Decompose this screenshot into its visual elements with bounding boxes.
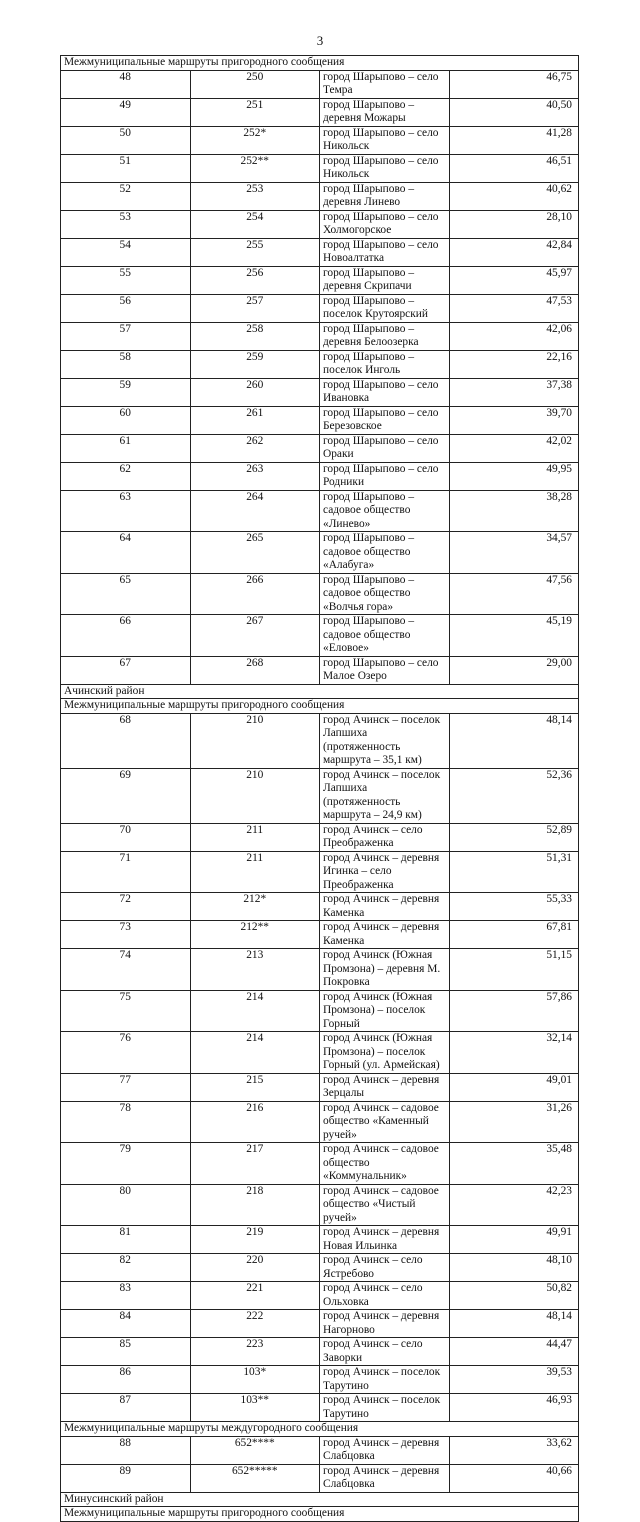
route-name-cell: город Шарыпово – село Темра <box>320 70 450 98</box>
table-row <box>61 378 579 406</box>
table-row <box>61 1101 579 1143</box>
route-length-cell: 55,33 <box>449 893 579 921</box>
route-name-cell: город Шарыпово – село Березовское <box>320 406 450 434</box>
route-length-cell: 29,00 <box>449 656 579 684</box>
section-header: Межмуниципальные маршруты пригородного сообщения <box>61 1507 579 1522</box>
section-header-row <box>61 1507 579 1522</box>
route-name-cell: город Шарыпово – поселок Инголь <box>320 350 450 378</box>
section-header-row <box>61 684 579 699</box>
route-length-cell: 39,70 <box>449 406 579 434</box>
table-row <box>61 350 579 378</box>
row-number-cell: 73 <box>61 921 191 949</box>
row-number-cell: 85 <box>61 1338 191 1366</box>
route-length-cell: 42,02 <box>449 434 579 462</box>
route-number-cell: 214 <box>190 1032 320 1074</box>
route-name-cell: город Ачинск – село Заворки <box>320 1338 450 1366</box>
route-length-cell: 31,26 <box>449 1101 579 1143</box>
table-row <box>61 1310 579 1338</box>
table-row <box>61 1143 579 1185</box>
route-length-cell: 47,53 <box>449 294 579 322</box>
table-row <box>61 70 579 98</box>
route-number-cell: 223 <box>190 1338 320 1366</box>
route-number-cell: 214 <box>190 990 320 1032</box>
route-length-cell: 35,48 <box>449 1143 579 1185</box>
table-row <box>61 1366 579 1394</box>
row-number-cell: 65 <box>61 573 191 615</box>
route-length-cell: 47,56 <box>449 573 579 615</box>
section-header-row <box>61 1422 579 1437</box>
table-row <box>61 154 579 182</box>
table-row <box>61 949 579 991</box>
route-number-cell: 222 <box>190 1310 320 1338</box>
table-row <box>61 656 579 684</box>
route-number-cell: 210 <box>190 713 320 768</box>
row-number-cell: 75 <box>61 990 191 1032</box>
table-row <box>61 294 579 322</box>
table-row <box>61 1282 579 1310</box>
section-header: Ачинский район <box>61 684 579 699</box>
route-name-cell: город Ачинск – село Ястребово <box>320 1254 450 1282</box>
route-number-cell: 221 <box>190 1282 320 1310</box>
section-header-row <box>61 1492 579 1507</box>
route-name-cell: город Ачинск – деревня Слабцовка <box>320 1464 450 1492</box>
route-name-cell: город Ачинск – садовое общество «Коммунальник» <box>320 1143 450 1185</box>
row-number-cell: 83 <box>61 1282 191 1310</box>
route-number-cell: 103** <box>190 1394 320 1422</box>
route-number-cell: 256 <box>190 266 320 294</box>
route-name-cell: город Шарыпово – село Родники <box>320 462 450 490</box>
route-length-cell: 57,86 <box>449 990 579 1032</box>
route-length-cell: 40,62 <box>449 182 579 210</box>
row-number-cell: 79 <box>61 1143 191 1185</box>
row-number-cell: 82 <box>61 1254 191 1282</box>
row-number-cell: 52 <box>61 182 191 210</box>
row-number-cell: 80 <box>61 1184 191 1226</box>
section-header: Межмуниципальные маршруты пригородного сообщения <box>61 56 579 71</box>
routes-table <box>60 55 579 1522</box>
table-row <box>61 1464 579 1492</box>
routes-table-container <box>60 55 579 1522</box>
route-number-cell: 217 <box>190 1143 320 1185</box>
route-length-cell: 40,50 <box>449 98 579 126</box>
table-row <box>61 823 579 851</box>
row-number-cell: 63 <box>61 490 191 532</box>
route-length-cell: 46,75 <box>449 70 579 98</box>
row-number-cell: 50 <box>61 126 191 154</box>
route-name-cell: город Ачинск – поселок Лапшиха (протяженность маршрута – 24,9 км) <box>320 768 450 823</box>
table-row <box>61 990 579 1032</box>
row-number-cell: 86 <box>61 1366 191 1394</box>
route-length-cell: 51,31 <box>449 851 579 893</box>
row-number-cell: 56 <box>61 294 191 322</box>
route-name-cell: город Ачинск – село Преображенка <box>320 823 450 851</box>
route-length-cell: 28,10 <box>449 210 579 238</box>
route-length-cell: 32,14 <box>449 1032 579 1074</box>
route-length-cell: 49,01 <box>449 1073 579 1101</box>
route-name-cell: город Шарыпово – село Никольск <box>320 126 450 154</box>
route-number-cell: 103* <box>190 1366 320 1394</box>
row-number-cell: 58 <box>61 350 191 378</box>
row-number-cell: 55 <box>61 266 191 294</box>
route-number-cell: 262 <box>190 434 320 462</box>
route-length-cell: 42,84 <box>449 238 579 266</box>
route-length-cell: 51,15 <box>449 949 579 991</box>
route-number-cell: 212* <box>190 893 320 921</box>
route-length-cell: 50,82 <box>449 1282 579 1310</box>
table-row <box>61 851 579 893</box>
route-length-cell: 38,28 <box>449 490 579 532</box>
row-number-cell: 72 <box>61 893 191 921</box>
route-number-cell: 211 <box>190 851 320 893</box>
route-length-cell: 49,91 <box>449 1226 579 1254</box>
route-length-cell: 44,47 <box>449 1338 579 1366</box>
route-length-cell: 48,10 <box>449 1254 579 1282</box>
table-row <box>61 893 579 921</box>
row-number-cell: 69 <box>61 768 191 823</box>
table-row <box>61 182 579 210</box>
route-number-cell: 255 <box>190 238 320 266</box>
route-length-cell: 42,23 <box>449 1184 579 1226</box>
route-number-cell: 212** <box>190 921 320 949</box>
route-length-cell: 33,62 <box>449 1436 579 1464</box>
row-number-cell: 66 <box>61 615 191 657</box>
row-number-cell: 89 <box>61 1464 191 1492</box>
route-length-cell: 42,06 <box>449 322 579 350</box>
route-length-cell: 45,97 <box>449 266 579 294</box>
section-header: Минусинский район <box>61 1492 579 1507</box>
route-number-cell: 257 <box>190 294 320 322</box>
table-row <box>61 490 579 532</box>
route-number-cell: 261 <box>190 406 320 434</box>
section-header-row <box>61 56 579 71</box>
route-number-cell: 268 <box>190 656 320 684</box>
section-header: Межмуниципальные маршруты пригородного сообщения <box>61 699 579 714</box>
route-number-cell: 258 <box>190 322 320 350</box>
route-number-cell: 215 <box>190 1073 320 1101</box>
row-number-cell: 62 <box>61 462 191 490</box>
route-name-cell: город Ачинск – садовое общество «Чистый ручей» <box>320 1184 450 1226</box>
row-number-cell: 70 <box>61 823 191 851</box>
route-name-cell: город Шарыпово – деревня Можары <box>320 98 450 126</box>
route-number-cell: 250 <box>190 70 320 98</box>
route-name-cell: город Шарыпово – деревня Скрипачи <box>320 266 450 294</box>
table-row <box>61 126 579 154</box>
route-name-cell: город Шарыпово – село Ораки <box>320 434 450 462</box>
route-name-cell: город Шарыпово – деревня Белоозерка <box>320 322 450 350</box>
section-header-row <box>61 699 579 714</box>
page-number: 3 <box>316 33 324 48</box>
route-name-cell: город Ачинск – садовое общество «Каменный ручей» <box>320 1101 450 1143</box>
table-row <box>61 1226 579 1254</box>
route-name-cell: город Ачинск – село Ольховка <box>320 1282 450 1310</box>
table-row <box>61 532 579 574</box>
table-row <box>61 462 579 490</box>
table-row <box>61 1338 579 1366</box>
table-row <box>61 322 579 350</box>
row-number-cell: 48 <box>61 70 191 98</box>
route-number-cell: 210 <box>190 768 320 823</box>
route-name-cell: город Шарыпово – садовое общество «Алабуга» <box>320 532 450 574</box>
route-name-cell: город Ачинск (Южная Промзона) – поселок Горный (ул. Армейская) <box>320 1032 450 1074</box>
route-name-cell: город Шарыпово – садовое общество «Линево» <box>320 490 450 532</box>
row-number-cell: 81 <box>61 1226 191 1254</box>
route-name-cell: город Шарыпово – село Холмогорское <box>320 210 450 238</box>
route-number-cell: 254 <box>190 210 320 238</box>
table-row <box>61 768 579 823</box>
route-name-cell: город Ачинск (Южная Промзона) – поселок Горный <box>320 990 450 1032</box>
route-number-cell: 267 <box>190 615 320 657</box>
table-row <box>61 434 579 462</box>
row-number-cell: 71 <box>61 851 191 893</box>
route-name-cell: город Ачинск – деревня Нагорново <box>320 1310 450 1338</box>
row-number-cell: 76 <box>61 1032 191 1074</box>
routes-table-body <box>61 56 579 1522</box>
row-number-cell: 68 <box>61 713 191 768</box>
table-row <box>61 98 579 126</box>
route-number-cell: 213 <box>190 949 320 991</box>
route-name-cell: город Шарыпово – поселок Крутоярский <box>320 294 450 322</box>
route-number-cell: 266 <box>190 573 320 615</box>
route-number-cell: 216 <box>190 1101 320 1143</box>
row-number-cell: 57 <box>61 322 191 350</box>
row-number-cell: 88 <box>61 1436 191 1464</box>
row-number-cell: 87 <box>61 1394 191 1422</box>
table-row <box>61 238 579 266</box>
table-row <box>61 210 579 238</box>
route-name-cell: город Шарыпово – село Ивановка <box>320 378 450 406</box>
route-name-cell: город Ачинск – деревня Каменка <box>320 893 450 921</box>
row-number-cell: 64 <box>61 532 191 574</box>
table-row <box>61 921 579 949</box>
route-length-cell: 67,81 <box>449 921 579 949</box>
route-name-cell: город Ачинск – поселок Тарутино <box>320 1394 450 1422</box>
route-name-cell: город Шарыпово – деревня Линево <box>320 182 450 210</box>
route-length-cell: 52,36 <box>449 768 579 823</box>
route-name-cell: город Шарыпово – садовое общество «Еловое» <box>320 615 450 657</box>
row-number-cell: 60 <box>61 406 191 434</box>
table-row <box>61 1436 579 1464</box>
route-length-cell: 39,53 <box>449 1366 579 1394</box>
row-number-cell: 54 <box>61 238 191 266</box>
row-number-cell: 74 <box>61 949 191 991</box>
table-row <box>61 573 579 615</box>
route-number-cell: 264 <box>190 490 320 532</box>
table-row <box>61 615 579 657</box>
table-row <box>61 1184 579 1226</box>
table-row <box>61 1073 579 1101</box>
route-number-cell: 219 <box>190 1226 320 1254</box>
route-number-cell: 252** <box>190 154 320 182</box>
route-length-cell: 45,19 <box>449 615 579 657</box>
table-row <box>61 266 579 294</box>
row-number-cell: 59 <box>61 378 191 406</box>
route-name-cell: город Ачинск – деревня Слабцовка <box>320 1436 450 1464</box>
row-number-cell: 61 <box>61 434 191 462</box>
route-length-cell: 46,51 <box>449 154 579 182</box>
table-row <box>61 406 579 434</box>
route-number-cell: 265 <box>190 532 320 574</box>
route-name-cell: город Ачинск – деревня Зерцалы <box>320 1073 450 1101</box>
table-row <box>61 1394 579 1422</box>
route-number-cell: 252* <box>190 126 320 154</box>
route-number-cell: 260 <box>190 378 320 406</box>
route-length-cell: 37,38 <box>449 378 579 406</box>
table-row <box>61 713 579 768</box>
route-number-cell: 652**** <box>190 1436 320 1464</box>
route-name-cell: город Шарыпово – садовое общество «Волчья гора» <box>320 573 450 615</box>
route-number-cell: 253 <box>190 182 320 210</box>
route-name-cell: город Ачинск (Южная Промзона) – деревня М. Покровка <box>320 949 450 991</box>
row-number-cell: 51 <box>61 154 191 182</box>
section-header: Межмуниципальные маршруты междугородного сообщения <box>61 1422 579 1437</box>
row-number-cell: 77 <box>61 1073 191 1101</box>
table-row <box>61 1032 579 1074</box>
row-number-cell: 78 <box>61 1101 191 1143</box>
route-length-cell: 49,95 <box>449 462 579 490</box>
route-name-cell: город Ачинск – поселок Лапшиха (протяженность маршрута – 35,1 км) <box>320 713 450 768</box>
route-length-cell: 48,14 <box>449 1310 579 1338</box>
route-length-cell: 46,93 <box>449 1394 579 1422</box>
route-name-cell: город Ачинск – поселок Тарутино <box>320 1366 450 1394</box>
route-length-cell: 41,28 <box>449 126 579 154</box>
route-length-cell: 48,14 <box>449 713 579 768</box>
route-name-cell: город Ачинск – деревня Каменка <box>320 921 450 949</box>
route-length-cell: 34,57 <box>449 532 579 574</box>
route-number-cell: 220 <box>190 1254 320 1282</box>
route-name-cell: город Шарыпово – село Новоалтатка <box>320 238 450 266</box>
route-length-cell: 22,16 <box>449 350 579 378</box>
route-number-cell: 263 <box>190 462 320 490</box>
row-number-cell: 84 <box>61 1310 191 1338</box>
route-number-cell: 652***** <box>190 1464 320 1492</box>
route-name-cell: город Ачинск – деревня Новая Ильинка <box>320 1226 450 1254</box>
row-number-cell: 53 <box>61 210 191 238</box>
route-number-cell: 218 <box>190 1184 320 1226</box>
route-length-cell: 52,89 <box>449 823 579 851</box>
route-name-cell: город Ачинск – деревня Игинка – село Преображенка <box>320 851 450 893</box>
row-number-cell: 67 <box>61 656 191 684</box>
route-number-cell: 259 <box>190 350 320 378</box>
route-name-cell: город Шарыпово – село Никольск <box>320 154 450 182</box>
route-length-cell: 40,66 <box>449 1464 579 1492</box>
route-number-cell: 211 <box>190 823 320 851</box>
row-number-cell: 49 <box>61 98 191 126</box>
table-row <box>61 1254 579 1282</box>
route-number-cell: 251 <box>190 98 320 126</box>
route-name-cell: город Шарыпово – село Малое Озеро <box>320 656 450 684</box>
